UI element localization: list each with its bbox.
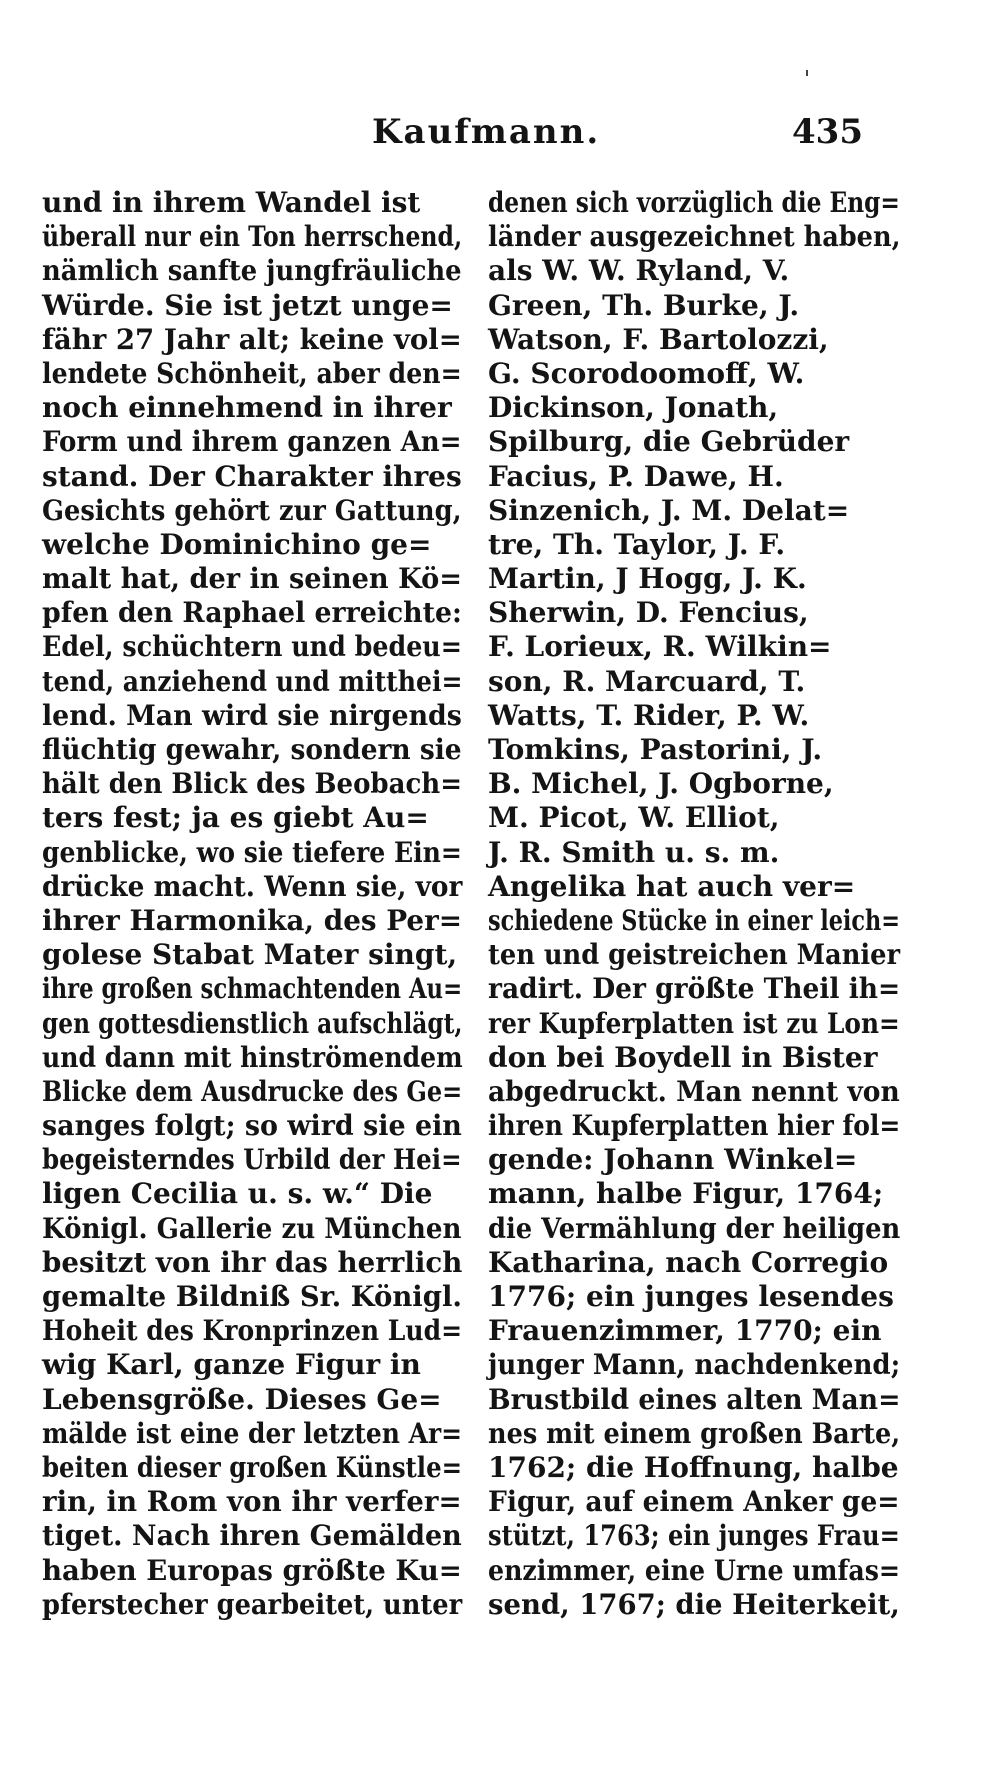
text-line: sanges folgt; so wird sie ein: [42, 1109, 462, 1143]
text-line: beiten dieser großen Künstle=: [42, 1450, 463, 1484]
text-line: Figur, auf einem Anker ge=: [488, 1485, 900, 1519]
text-line: und in ihrem Wandel ist: [42, 186, 421, 219]
text-line: tre, Th. Taylor, J. F.: [488, 527, 786, 561]
page-number: 435: [792, 112, 863, 152]
text-line: Watts, T. Rider, P. W.: [488, 698, 810, 732]
left-text-column: [42, 186, 462, 1622]
text-line: rin, in Rom von ihr verfer=: [42, 1485, 462, 1519]
text-line: pfen den Raphael erreichte:: [42, 596, 462, 630]
ink-speck: [806, 70, 808, 76]
text-line: Facius, P. Dawe, H.: [488, 459, 784, 493]
text-line: nes mit einem großen Barte,: [488, 1416, 901, 1450]
text-line: fähr 27 Jahr alt; keine vol=: [42, 322, 462, 356]
text-line: B. Michel, J. Ogborne,: [488, 767, 834, 801]
text-line: Sinzenich, J. M. Delat=: [488, 493, 850, 527]
text-line: noch einnehmend in ihrer: [42, 391, 452, 425]
text-line: radirt. Der größte Theil ih=: [488, 972, 901, 1006]
text-line: Watson, F. Bartolozzi,: [488, 322, 829, 356]
text-line: malt hat, der in seinen Kö=: [42, 562, 463, 596]
text-line: Form und ihrem ganzen An=: [42, 425, 462, 459]
text-line: stützt, 1763; ein junges Frau=: [488, 1519, 900, 1553]
text-line: welche Dominichino ge=: [42, 527, 432, 561]
text-line: wig Karl, ganze Figur in: [42, 1348, 421, 1382]
text-line: pferstecher gearbeitet, unter: [42, 1587, 463, 1621]
text-line: Brustbild eines alten Man=: [488, 1382, 901, 1416]
text-line: Königl. Gallerie zu München: [42, 1211, 462, 1245]
text-line: G. Scorodoomoff, W.: [488, 356, 805, 390]
text-line: tend, anziehend und mitthei=: [42, 664, 463, 698]
text-line: haben Europas größte Ku=: [42, 1553, 462, 1587]
text-line: gen gottesdienstlich aufschlägt,: [42, 1006, 463, 1040]
text-line: als W. W. Ryland, V.: [488, 254, 790, 288]
text-line: ihre großen schmachtenden Au=: [42, 972, 463, 1006]
text-line: Tomkins, Pastorini, J.: [488, 733, 823, 766]
text-line: ten und geistreichen Manier: [488, 938, 901, 972]
text-line: drücke macht. Wenn sie, vor: [42, 869, 463, 903]
text-line: Gesichts gehört zur Gattung,: [42, 493, 462, 527]
text-line: genblicke, wo sie tiefere Ein=: [42, 835, 462, 869]
text-line: Sherwin, D. Fencius,: [488, 596, 809, 630]
text-line: gemalte Bildniß Sr. Königl.: [42, 1280, 462, 1313]
text-line: begeisterndes Urbild der Hei=: [42, 1143, 462, 1177]
text-line: tiget. Nach ihren Gemälden: [42, 1519, 462, 1553]
text-line: Blicke dem Ausdrucke des Ge=: [42, 1074, 463, 1108]
text-line: J. R. Smith u. s. m.: [488, 835, 780, 869]
text-line: mann, halbe Figur, 1764;: [488, 1177, 884, 1211]
text-line: 1776; ein junges lesendes: [488, 1280, 894, 1313]
text-line: und dann mit hinströmendem: [42, 1040, 463, 1074]
text-line: Würde. Sie ist jetzt unge=: [42, 288, 453, 322]
text-line: Katharina, nach Corregio: [488, 1245, 889, 1279]
text-line: Hoheit des Kronprinzen Lud=: [42, 1314, 463, 1348]
text-line: F. Lorieux, R. Wilkin=: [488, 630, 832, 664]
text-line: don bei Boydell in Bister: [488, 1040, 878, 1074]
text-line: Spilburg, die Gebrüder: [488, 425, 850, 459]
text-line: Lebensgröße. Dieses Ge=: [42, 1382, 442, 1416]
text-line: junger Mann, nachdenkend;: [488, 1348, 901, 1382]
text-line: überall nur ein Ton herrschend,: [42, 220, 463, 254]
text-line: send, 1767; die Heiterkeit,: [488, 1587, 900, 1621]
text-line: lendete Schönheit, aber den=: [42, 356, 462, 390]
text-line: golese Stabat Mater singt,: [42, 938, 458, 972]
text-line: Green, Th. Burke, J.: [488, 288, 800, 322]
text-line: gende: Johann Winkel=: [488, 1143, 858, 1177]
text-line: stand. Der Charakter ihres: [42, 459, 462, 493]
text-line: Dickinson, Jonath,: [488, 391, 779, 425]
text-line: ihren Kupferplatten hier fol=: [488, 1109, 901, 1143]
text-line: lend. Man wird sie nirgends: [42, 698, 462, 732]
text-line: Angelika hat auch ver=: [488, 869, 856, 903]
text-line: ligen Cecilia u. s. w.“ Die: [42, 1177, 433, 1211]
text-line: rer Kupferplatten ist zu Lon=: [488, 1006, 900, 1040]
text-line: nämlich sanfte jungfräuliche: [42, 254, 462, 288]
text-line: flüchtig gewahr, sondern sie: [42, 733, 462, 766]
text-line: ters fest; ja es giebt Au=: [42, 801, 429, 835]
text-line: schiedene Stücke in einer leich=: [488, 903, 900, 937]
right-text-column: [488, 186, 900, 1622]
text-line: länder ausgezeichnet haben,: [488, 220, 901, 254]
text-line: die Vermählung der heiligen: [488, 1211, 901, 1245]
text-line: denen sich vorzüglich die Eng=: [488, 186, 900, 219]
text-line: Martin, J Hogg, J. K.: [488, 562, 807, 596]
text-line: ihrer Harmonika, des Per=: [42, 903, 463, 937]
running-head: Kaufmann.: [372, 112, 601, 152]
text-line: mälde ist eine der letzten Ar=: [42, 1416, 463, 1450]
text-line: M. Picot, W. Elliot,: [488, 801, 780, 835]
text-line: enzimmer, eine Urne umfas=: [488, 1553, 901, 1587]
text-line: Frauenzimmer, 1770; ein: [488, 1314, 882, 1348]
text-line: abgedruckt. Man nennt von: [488, 1074, 900, 1108]
text-line: besitzt von ihr das herrlich: [42, 1245, 463, 1279]
text-line: son, R. Marcuard, T.: [488, 664, 806, 698]
text-line: hält den Blick des Beobach=: [42, 767, 463, 801]
text-line: Edel, schüchtern und bedeu=: [42, 630, 462, 664]
text-line: 1762; die Hoffnung, halbe: [488, 1450, 899, 1484]
